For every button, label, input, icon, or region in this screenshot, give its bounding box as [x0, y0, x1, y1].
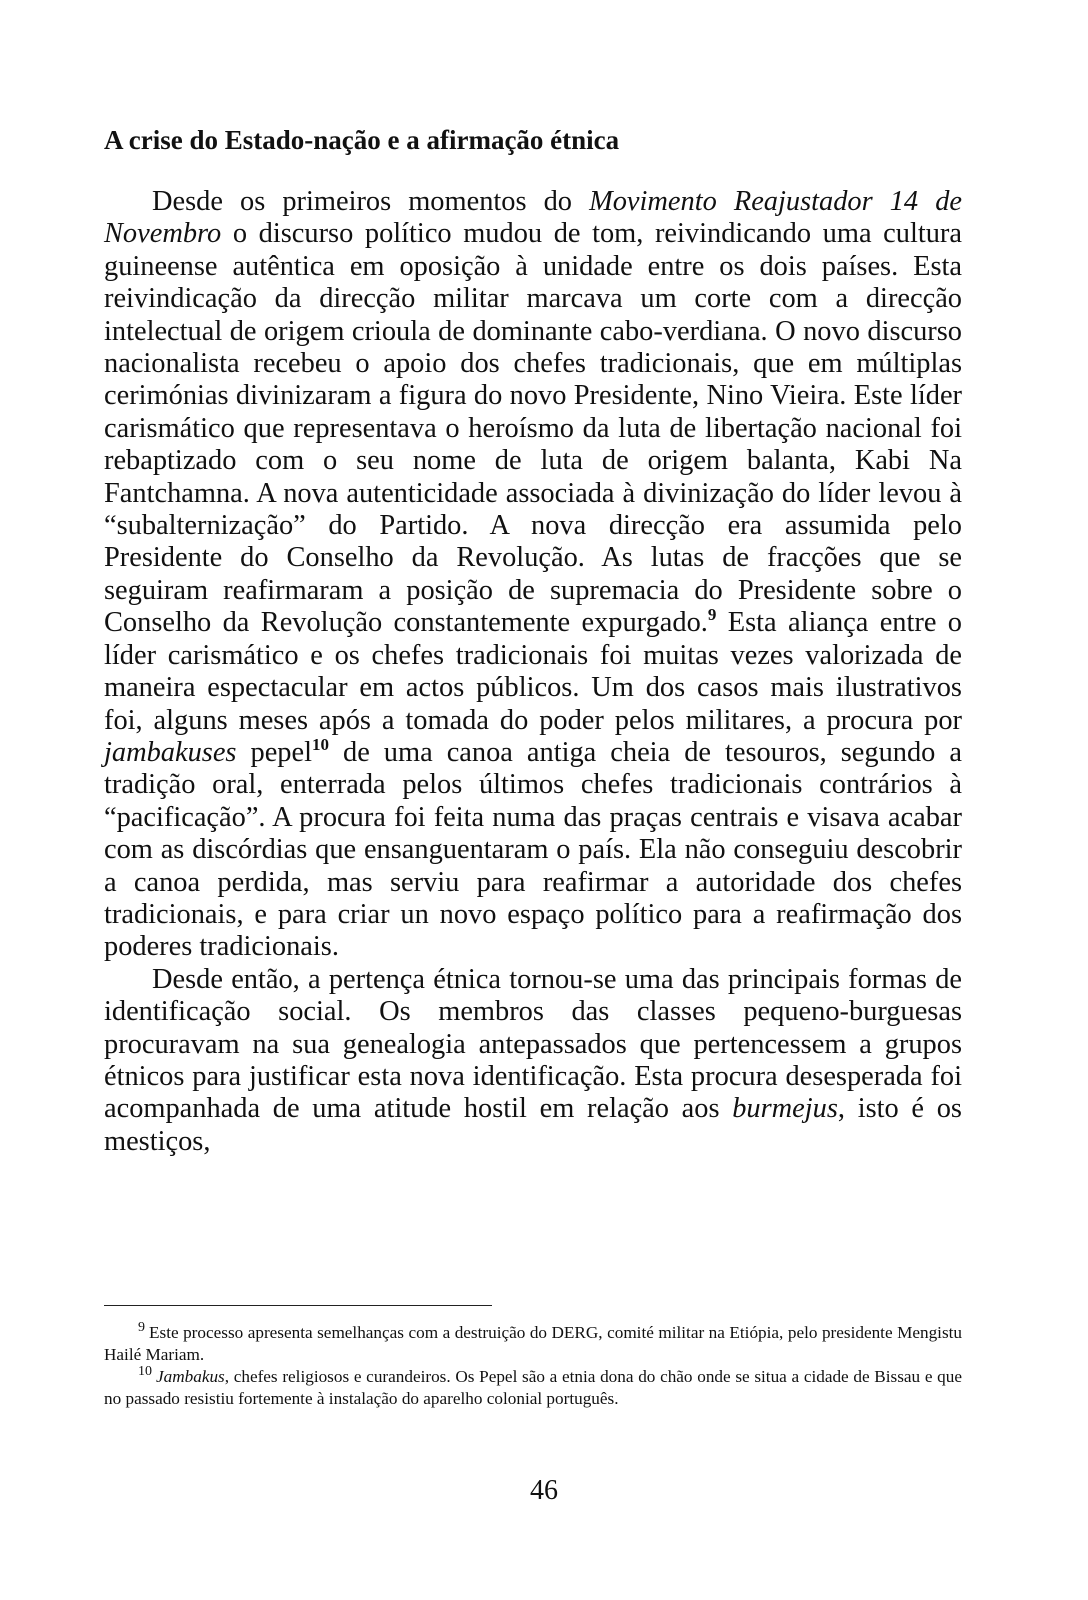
text-run: o discurso político mudou de tom, reivindicando uma cultura guineense autêntica em oposição à unidade entre os dois países. Esta reivindicação da direcção militar marcava um corte com a direcção intelectual de origem crioula de dominante cabo-verdiana. O novo discurso nacionalista recebeu o apoio dos chefes tradicionais, que em múltiplas cerimónias divinizaram a figura do novo Presidente, Nino Vieira. Este líder carismático que representava o heroísmo da luta de libertação nacional foi rebaptizado com o seu nome de luta de origem balanta, Kabi Na Fantchamna. A nova autenticidade associada à divinização do líder levou à “subalternização” do Partido. A nova direcção era assumida pelo Presidente do Conselho da Revolução. As lutas de fracções que se seguiram reafirmaram a posição de supremacia do Presidente sobre o Conselho da Revolução constantemente expurgado.: [104, 218, 962, 639]
footnote: [104, 1366, 962, 1410]
footnote-reference[interactable]: 9: [707, 605, 717, 625]
body-text: [104, 186, 962, 1158]
footnote-number: 10: [138, 1364, 152, 1379]
footnotes: [104, 1322, 962, 1410]
italic-text: jambakuses: [104, 736, 237, 768]
text-run: Este processo apresenta semelhanças com a destruição do DERG, comité militar na Etiópia, pelo presidente Mengistu Hailé Mariam.: [104, 1323, 962, 1364]
footnote: [104, 1322, 962, 1366]
footnote-reference[interactable]: 10: [311, 734, 329, 754]
text-run: , chefes religiosos e curandeiros. Os Pepel são a etnia dona do chão onde se situa a cidade de Bissau e que no passado resistiu fortemente à instalação do aparelho colonial português.: [104, 1367, 962, 1408]
text-run: pepel: [236, 736, 312, 768]
text-run: Esta aliança entre o líder carismático e os chefes tradicionais foi muitas vezes valorizada de maneira espectacular em actos públicos. Um dos casos mais ilustrativos foi, alguns meses após a tomada do poder pelos militares, a procura por: [104, 607, 962, 736]
footnote-number: 9: [138, 1320, 145, 1335]
section-heading: A crise do Estado-nação e a afirmação étnica: [104, 125, 620, 155]
footnote-divider: [104, 1305, 492, 1306]
text-run: de uma canoa antiga cheia de tesouros, segundo a tradição oral, enterrada pelos últimos chefes tradicionais contrários à “pacificação”. A procura foi feita numa das praças centrais e visava acabar com as discórdias que ensanguentaram o país. Ela não conseguiu descobrir a canoa perdida, mas serviu para reafirmar a autoridade dos chefes tradicionais, e para criar un novo espaço político para a reafirmação dos poderes tradicionais.: [104, 736, 962, 963]
page-number: 46: [530, 1475, 558, 1506]
italic-text: burmejus: [732, 1093, 838, 1125]
text-run: Desde os primeiros momentos do: [152, 186, 590, 217]
italic-text: Jambakus: [156, 1367, 225, 1386]
paragraph: [104, 964, 962, 1158]
italic-text: Movimento Reajustador 14 de Novembro: [104, 186, 962, 250]
paragraph: [104, 186, 962, 964]
text-run: , isto é os mestiços,: [104, 1093, 962, 1157]
text-run: Desde então, a pertença étnica tornou-se uma das principais formas de identificação social. Os membros das classes pequeno-burguesas procuravam na sua genealogia antepassados que pertencessem a grupos étnicos para justificar esta nova identificação. Esta procura desesperada foi acompanhada de uma atitude hostil em relação aos: [104, 963, 962, 1125]
